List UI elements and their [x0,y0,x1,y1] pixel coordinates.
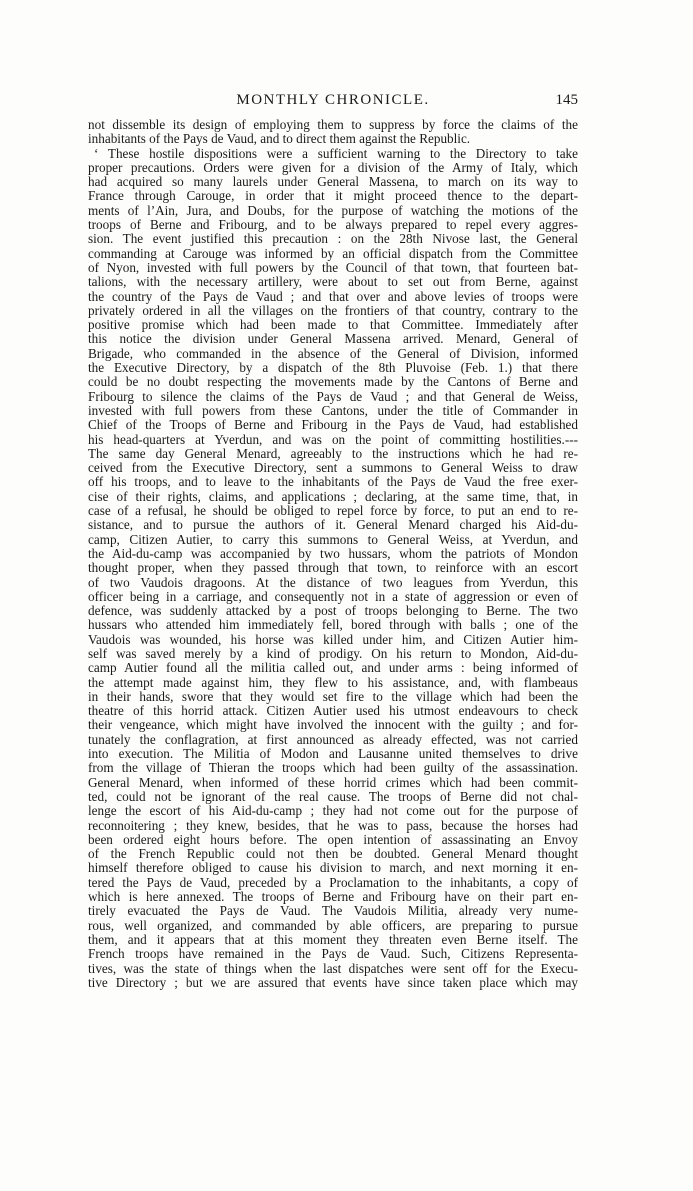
text-line: inhabitants of the Pays de Vaud, and to direct them against the Republic. [88,131,471,147]
text-line: officer being in a carriage, and consequently not in a state of aggression or even of [88,588,578,604]
text-line: ceived from the Executive Directory, sent a summons to General Weiss to draw [88,460,578,476]
text-line: camp Autier found all the militia called out, and under arms : being informed of [88,660,578,676]
text-line: French troops have remained in the Pays de Vaud. Such, Citizens Representa- [88,946,578,962]
text-line: reconnoitering ; they knew, besides, that he was to pass, because the horses had [88,817,578,833]
text-line: tunately the conflagration, at first announced as already effected, was not carried [88,731,578,747]
text-line: camp, Citizen Autier, to carry this summons to General Weiss, at Yverdun, and [88,531,578,547]
text-line: tive Directory ; but we are assured that events have since taken place which may [88,974,578,990]
text-line: of two Vaudois dragoons. At the distance of two leagues from Yverdun, this [88,574,578,590]
text-line: ments of l’Ain, Jura, and Doubs, for the purpose of watching the motions of the [88,202,578,218]
text-line: ted, could not be ignorant of the real cause. The troops of Berne did not chal- [88,788,578,804]
text-line: invested with full powers from these Cantons, under the title of Commander in [88,402,578,418]
text-line: in their hands, swore that they would set fire to the village which had been the [88,688,578,704]
text-line: Fribourg to silence the claims of the Pays de Vaud ; and that General de Weiss, [88,388,578,404]
text-line: thought proper, when they passed through that town, to reinforce with an escort [88,560,578,576]
text-line: Chief of the Troops of Berne and Fribourg in the Pays de Vaud, had established [88,417,578,433]
running-title: MONTHLY CHRONICLE. [236,92,430,108]
running-header [88,92,578,114]
text-line: proper precautions. Orders were given for a division of the Army of Italy, which [88,159,578,175]
text-line: the country of the Pays de Vaud ; and that over and above levies of troops were [88,288,578,304]
text-line: self was saved merely by a kind of prodigy. On his return to Mondon, Aid-du- [88,645,578,661]
text-line: lenge the escort of his Aid-du-camp ; they had not come out for the purpose of [88,803,578,819]
text-line: privately ordered in all the villages on the frontiers of that country, contrary to the [88,302,578,318]
text-line: been ordered eight hours before. The open intention of assassinating an Envoy [88,831,578,847]
text-line: the Aid-du-camp was accompanied by two hussars, whom the patriots of Mondon [88,545,578,561]
text-line: sistance, and to pursue the authors of it. General Menard charged his Aid-du- [88,517,578,533]
text-line: sion. The event justified this precaution : on the 28th Nivose last, the General [88,231,578,247]
text-line: troops of Berne and Fribourg, and to be always prepared to repel every aggres- [88,217,578,233]
text-line: ‘ These hostile dispositions were a sufficient warning to the Directory to take [94,145,578,161]
text-line: defence, was suddenly attacked by a post of troops belonging to Berne. The two [88,603,578,619]
text-line: which is here annexed. The troops of Berne and Fribourg have on their part en- [88,889,578,905]
page-number: 145 [555,92,578,108]
text-line: The same day General Menard, agreeably to the instructions which he had re- [88,445,578,461]
text-line: France through Carouge, in order that it might proceed thence to the depart- [88,188,578,204]
text-line: into execution. The Militia of Modon and Lausanne united themselves to drive [88,746,578,762]
text-line: tirely evacuated the Pays de Vaud. The Vaudois Militia, already very nume- [88,903,578,919]
text-line: off his troops, and to leave to the inhabitants of the Pays de Vaud the free exer- [88,474,578,490]
text-line: tered the Pays de Vaud, preceded by a Proclamation to the inhabitants, a copy of [88,874,578,890]
text-line: case of a refusal, he should be obliged to repel force by force, to put an end to re- [88,503,578,519]
text-line: of the French Republic could not then be doubted. General Menard thought [88,846,578,862]
text-line: hussars who attended him immediately fell, bored through with balls ; one of the [88,617,578,633]
text-line: tives, was the state of things when the last dispatches were sent off for the Execu- [88,960,578,976]
body-text [88,118,578,990]
text-line: the Executive Directory, by a dispatch of the 8th Pluvoise (Feb. 1.) that there [88,360,578,376]
text-line: them, and it appears that at this moment they threaten even Berne itself. The [88,931,578,947]
text-line: General Menard, when informed of these horrid crimes which had been commit- [88,774,578,790]
text-line: his head-quarters at Yverdun, and was on the point of committing hostilities.--- [88,431,578,447]
text-line: himself therefore obliged to cause his division to march, and next morning it en- [88,860,578,876]
text-line: could be no doubt respecting the movements made by the Cantons of Berne and [88,374,578,390]
text-line: Brigade, who commanded in the absence of the General of Division, informed [88,345,578,361]
text-line: rous, well organized, and commanded by able officers, are preparing to pursue [88,917,578,933]
text-line: had acquired so many laurels under General Massena, to march on its way to [88,174,578,190]
text-line: talions, with the necessary artillery, were about to set out from Berne, against [88,274,578,290]
text-line: commanding at Carouge was informed by an official dispatch from the Committee [88,245,578,261]
text-line: from the village of Thieran the troops which had been guilty of the assassination. [88,760,578,776]
text-line: Vaudois was wounded, his horse was killed under him, and Citizen Autier him- [88,631,578,647]
text-line: cise of their rights, claims, and applications ; declaring, at the same time, that, in [88,488,578,504]
text-line: the attempt made against him, they flew to his assistance, and, with flambeaus [88,674,578,690]
text-line: of Nyon, invested with full powers by the Council of that town, that fourteen bat- [88,259,578,275]
text-line: positive promise which had been made to that Committee. Immediately after [88,317,578,333]
text-line: not dissemble its design of employing them to suppress by force the claims of the [88,117,578,132]
text-line: theatre of this horrid attack. Citizen Autier used his utmost endeavours to check [88,703,578,719]
text-line: this notice the division under General Massena arrived. Menard, General of [88,331,578,347]
text-line: their vengeance, which might have involved the innocent with the guilty ; and for- [88,717,578,733]
